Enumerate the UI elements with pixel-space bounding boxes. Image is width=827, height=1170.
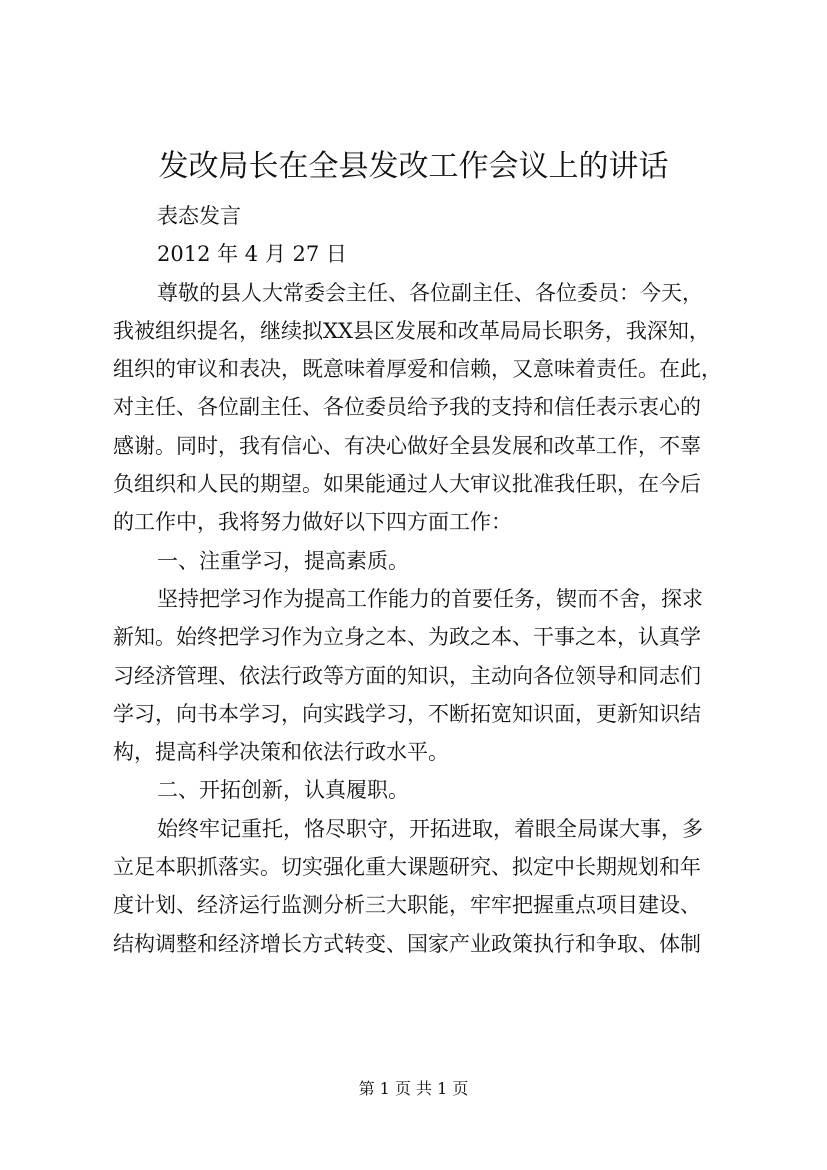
paragraph-line: 对主任、各位副主任、各位委员给予我的支持和信任表示衷心的 — [113, 395, 701, 420]
paragraph-line: 表态发言 — [157, 204, 241, 228]
paragraph-line: 习经济管理、依法行政等方面的知识，主动向各位领导和同志们 — [113, 663, 701, 688]
document-body — [113, 197, 725, 963]
paragraph-line: 构，提高科学决策和依法行政水平。 — [113, 740, 449, 765]
paragraph-line: 始终牢记重托，恪尽职守，开拓进取，着眼全局谋大事，多 — [157, 816, 703, 841]
paragraph-line: 坚持把学习作为提高工作能力的首要任务，锲而不舍，探求 — [157, 586, 703, 611]
paragraph-line: 新知。始终把学习作为立身之本、为政之本、干事之本，认真学 — [113, 625, 701, 650]
paragraph-line: 2012 年 4 月 27 日 — [157, 242, 347, 267]
paragraph-line: 结构调整和经济增长方式转变、国家产业政策执行和争取、体制 — [113, 931, 701, 956]
paragraph-line: 组织的审议和表决，既意味着厚爱和信赖，又意味着责任。在此， — [113, 357, 722, 382]
paragraph-line: 一、注重学习，提高素质。 — [157, 548, 409, 573]
paragraph-line: 感谢。同时，我有信心、有决心做好全县发展和改革工作，不辜 — [113, 433, 701, 458]
paragraph-line: 负组织和人民的期望。如果能通过人大审议批准我任职，在今后 — [113, 472, 701, 497]
paragraph-line: 二、开拓创新，认真履职。 — [157, 778, 409, 803]
paragraph-line: 立足本职抓落实。切实强化重大课题研究、拟定中长期规划和年 — [113, 855, 701, 880]
paragraph-line: 的工作中，我将努力做好以下四方面工作： — [113, 510, 512, 535]
paragraph-line: 学习，向书本学习，向实践学习，不断拓宽知识面，更新知识结 — [113, 701, 701, 726]
paragraph-line: 我被组织提名，继续拟XX县区发展和改革局局长职务，我深知， — [113, 318, 710, 343]
page-footer: 第 1 页 共 1 页 — [358, 1079, 469, 1098]
document-title: 发改局长在全县发改工作会议上的讲话 — [158, 149, 669, 184]
paragraph-line: 度计划、经济运行监测分析三大职能，牢牢把握重点项目建设、 — [113, 893, 701, 918]
paragraph-line: 尊敬的县人大常委会主任、各位副主任、各位委员：今天， — [157, 280, 703, 305]
